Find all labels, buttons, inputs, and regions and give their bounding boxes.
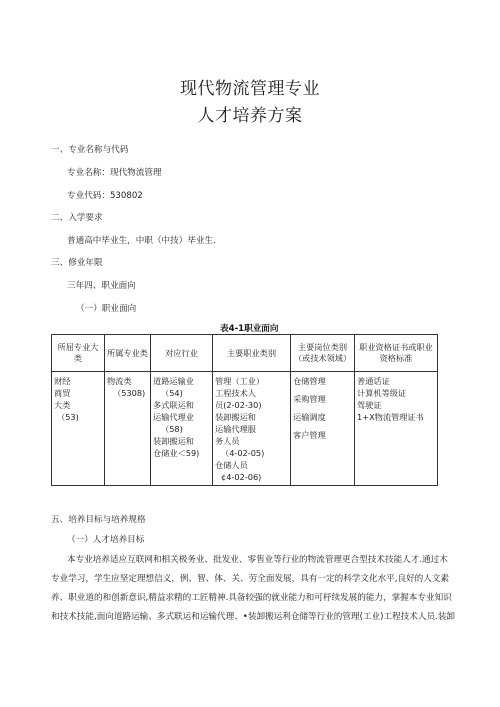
training-goal-paragraph [51, 551, 455, 627]
major-code: 专业代码：530802 [67, 191, 143, 201]
section-5-subheading: （一）人才培养目标 [67, 535, 145, 545]
cell-post-category: 仓储管理 采购管理 运输调度 客户管理 [291, 372, 355, 486]
section-4-subheading: （一）职业面向 [76, 304, 137, 314]
paragraph-line-1: 本专业培养适应互联网和相关极务业、批发业、零售业等行业的物流管理更合型技术技能人才.通过木 [67, 555, 448, 565]
paragraph-line-2: 专业学习，学生应坚定理想信义，例、智、体、关、劳全面发展，具有一定的科学文化水平,良好的人文素 [51, 574, 450, 584]
paragraph-line-3: 养、职业道的和创新意识,精益求精的工匠精神.具备较强的就业能力和可杼续发展的能力，掌握本专业知识 [51, 593, 452, 603]
paragraph-line-4: 和技术技能,面向道路运输、多式联运和运输代理、•装卸搬运利仓储等行业的管理(工业)工程技术人员.装卸 [51, 612, 455, 622]
section-3-heading: 三、修业年限 [51, 258, 103, 268]
table-row [52, 372, 438, 486]
cell-major-category: 财经 商贸 大类 （53) [52, 372, 105, 486]
major-name: 专业名称：现代物流管理 [67, 168, 162, 178]
cell-major-class: 物流类 （5308) [105, 372, 151, 486]
document-title-line-2: 人才培养方案 [197, 106, 303, 126]
study-duration: 三年四、职业面向 [67, 281, 136, 291]
header-industry: 对应行业 [151, 335, 213, 372]
cell-industry: 道路运输业 （54) 多式联运和 运输代理业 （58) 装卸搬运和 仓储业＜59) [151, 372, 213, 486]
table-header-row [52, 335, 438, 372]
header-major-class: 所属专业类 [105, 335, 151, 372]
admission-requirement: 普通高中毕业生，中职（中技）毕业生. [67, 236, 216, 246]
section-2-heading: 二、入学要求 [51, 213, 103, 223]
header-occupation-category: 主要职业类别 [213, 335, 291, 372]
document-title-line-1: 现代物流管理专业 [180, 79, 320, 99]
occupation-table [51, 334, 438, 486]
header-major-category: 所屈专业大 类 [52, 335, 105, 372]
header-certificates: 职业资格证书或职业 资格标准 [355, 335, 438, 372]
header-post-category: 主要岗位类别 （或技术领域） [291, 335, 355, 372]
cell-occupation-category: 管理（工业） 工程技术人 员(2-02-30) 装卸搬运和 运输代理服 务人员 （4-02-05) 仓储人员 ¢4-02-06) [213, 372, 291, 486]
cell-certificates: 普通话证 计算机等级证 驾驶证 1+X物流管理证书 [355, 372, 438, 486]
table-caption: 表4-1职业面向 [220, 324, 279, 334]
section-5-heading: 五、培养目标与培养规格 [51, 515, 146, 525]
section-1-heading: 一、专业名称与代码 [51, 145, 129, 155]
